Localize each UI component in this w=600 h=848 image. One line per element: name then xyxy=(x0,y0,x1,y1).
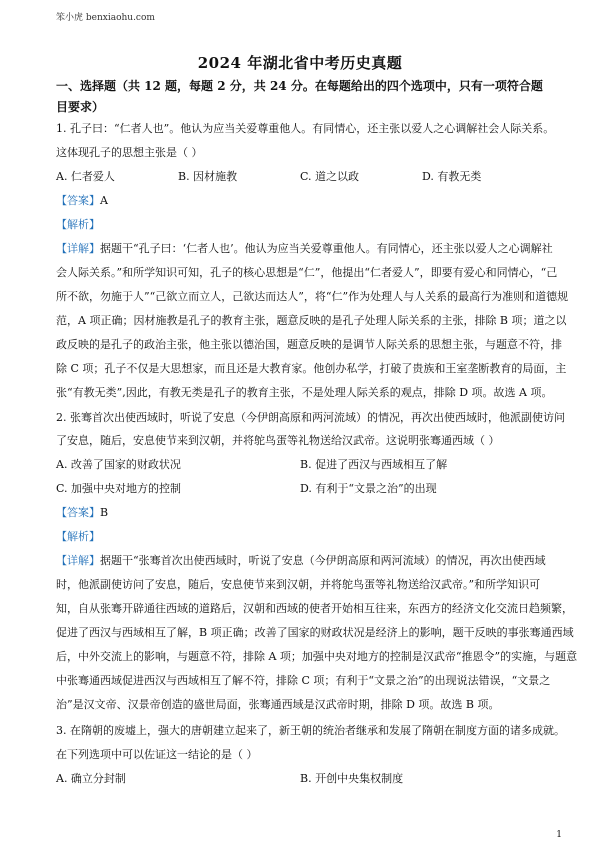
q1-option-c: C. 道之以政 xyxy=(300,170,360,183)
answer-label: 【答案】 xyxy=(56,506,100,519)
q1-detail-line: 政反映的是孔子的政治主张，他主张以德治国，题意反映的是调节人际关系的思想主张，与题意不符，排 xyxy=(56,338,562,351)
q1-detail-line: 所不欲，勿施于人”“己欲立而立人，己欲达而达人”，将“仁”作为处理人与人关系的最高行为准则和道德规 xyxy=(56,290,569,303)
q1-option-d: D. 有教无类 xyxy=(422,170,482,183)
answer-value: B xyxy=(100,506,109,519)
page-number: 1 xyxy=(556,830,562,840)
section-heading: 一、选择题（共 12 题，每题 2 分，共 24 分。在每题给出的四个选项中，只有一项符合题目要求） xyxy=(56,79,543,114)
q2-detail-line: 时，他派副使访问了安息，随后，安息使节来到汉朝，并将鸵鸟蛋等礼物送给汉武帝。”和所学知识可 xyxy=(56,578,541,591)
site-watermark: 笨小虎 benxiaohu.com xyxy=(56,13,155,23)
answer-label: 【答案】 xyxy=(56,194,100,207)
q3-option-b: B. 开创中央集权制度 xyxy=(300,772,404,785)
page-title: 2024 年湖北省中考历史真题 xyxy=(197,54,403,72)
detail-text: 据题干“孔子曰：‘仁者人也’。他认为应当关爱尊重他人。有同情心，还主张以爱人之心调解社 xyxy=(100,242,553,255)
q1-stem-line: 1. 孔子曰：“仁者人也”。他认为应当关爱尊重他人。有同情心，还主张以爱人之心调解社会人际关系。 xyxy=(56,122,555,135)
q1-detail-line: 范，A 项正确；因材施教是孔子的教育主张，题意反映的是孔子处理人际关系的主张，排除 B 项；道之以 xyxy=(56,314,567,327)
q2-detail-line: 促进了西汉与西域相互了解，B 项正确；改善了国家的财政状况是经济上的影响，题干反映的事张骞通西域 xyxy=(56,626,574,639)
q2-detail-line: 后，中外交流上的影响，与题意不符，排除 A 项；加强中央对地方的控制是汉武帝“推恩令”的实施，与题意 xyxy=(56,650,578,663)
q3-stem-line: 3. 在隋朝的废墟上，强大的唐朝建立起来了，新王朝的统治者继承和发展了隋朝在制度方面的诸多成就。 xyxy=(56,724,565,737)
q1-detail-line: 除 C 项；孔子不仅是大思想家，而且还是大教育家。他创办私学，打破了贵族和王室垄断教育的局面，主 xyxy=(56,362,567,375)
q1-analysis xyxy=(56,216,100,232)
q2-detail-line xyxy=(56,552,546,568)
answer-value: A xyxy=(100,194,108,207)
q1-option-b: B. 因材施教 xyxy=(178,170,238,183)
q3-stem-line: 在下列选项中可以佐证这一结论的是（ ） xyxy=(56,748,258,761)
analysis-label: 【解析】 xyxy=(56,218,100,231)
q1-detail-line: 会人际关系。”和所学知识可知，孔子的核心思想是“仁”，他提出“仁者爱人”，即要有爱心和同情心，“己 xyxy=(56,266,558,279)
detail-label: 【详解】 xyxy=(56,554,100,567)
q1-option-a: A. 仁者爱人 xyxy=(56,170,115,183)
analysis-label: 【解析】 xyxy=(56,530,100,543)
q1-answer xyxy=(56,192,108,208)
q2-answer xyxy=(56,504,108,520)
q2-detail-line: 治”是汉文帝、汉景帝创造的盛世局面，张骞通西域是汉武帝时期，排除 D 项。故选 B 项。 xyxy=(56,698,500,711)
q2-option-c: C. 加强中央对地方的控制 xyxy=(56,482,182,495)
detail-text: 据题干“张骞首次出使西域时，听说了安息（今伊朗高原和两河流域）的情况，再次出使西域 xyxy=(100,554,546,567)
q2-detail-line: 中张骞通西域促进西汉与西域相互了解不符，排除 C 项；有利于“文景之治”的出现说法错误，“文景之 xyxy=(56,674,551,687)
q1-detail-line xyxy=(56,240,553,256)
q2-detail-line: 知，自从张骞开辟通往西域的道路后，汉朝和西域的使者开始相互往来，东西方的经济文化交流日趋频繁， xyxy=(56,602,573,615)
q2-stem-line: 2. 张骞首次出使西域时，听说了安息（今伊朗高原和两河流域）的情况，再次出使西域时，他派副使访问 xyxy=(56,411,565,424)
q3-option-a: A. 确立分封制 xyxy=(56,772,126,785)
q2-stem-line: 了安息，随后，安息使节来到汉朝，并将鸵鸟蛋等礼物送给汉武帝。这说明张骞通西域（ ） xyxy=(56,434,500,447)
detail-label: 【详解】 xyxy=(56,242,100,255)
q2-option-b: B. 促进了西汉与西域相互了解 xyxy=(300,458,448,471)
q2-option-d: D. 有利于“文景之治”的出现 xyxy=(300,482,437,495)
q2-option-a: A. 改善了国家的财政状况 xyxy=(56,458,181,471)
q1-stem-line: 这体现孔子的思想主张是（ ） xyxy=(56,146,203,159)
q2-analysis xyxy=(56,528,100,544)
q1-detail-line: 张“有教无类”,因此，有教无类是孔子的教育主张，不是处理人际关系的观点，排除 D 项。故选 A 项。 xyxy=(56,386,553,399)
